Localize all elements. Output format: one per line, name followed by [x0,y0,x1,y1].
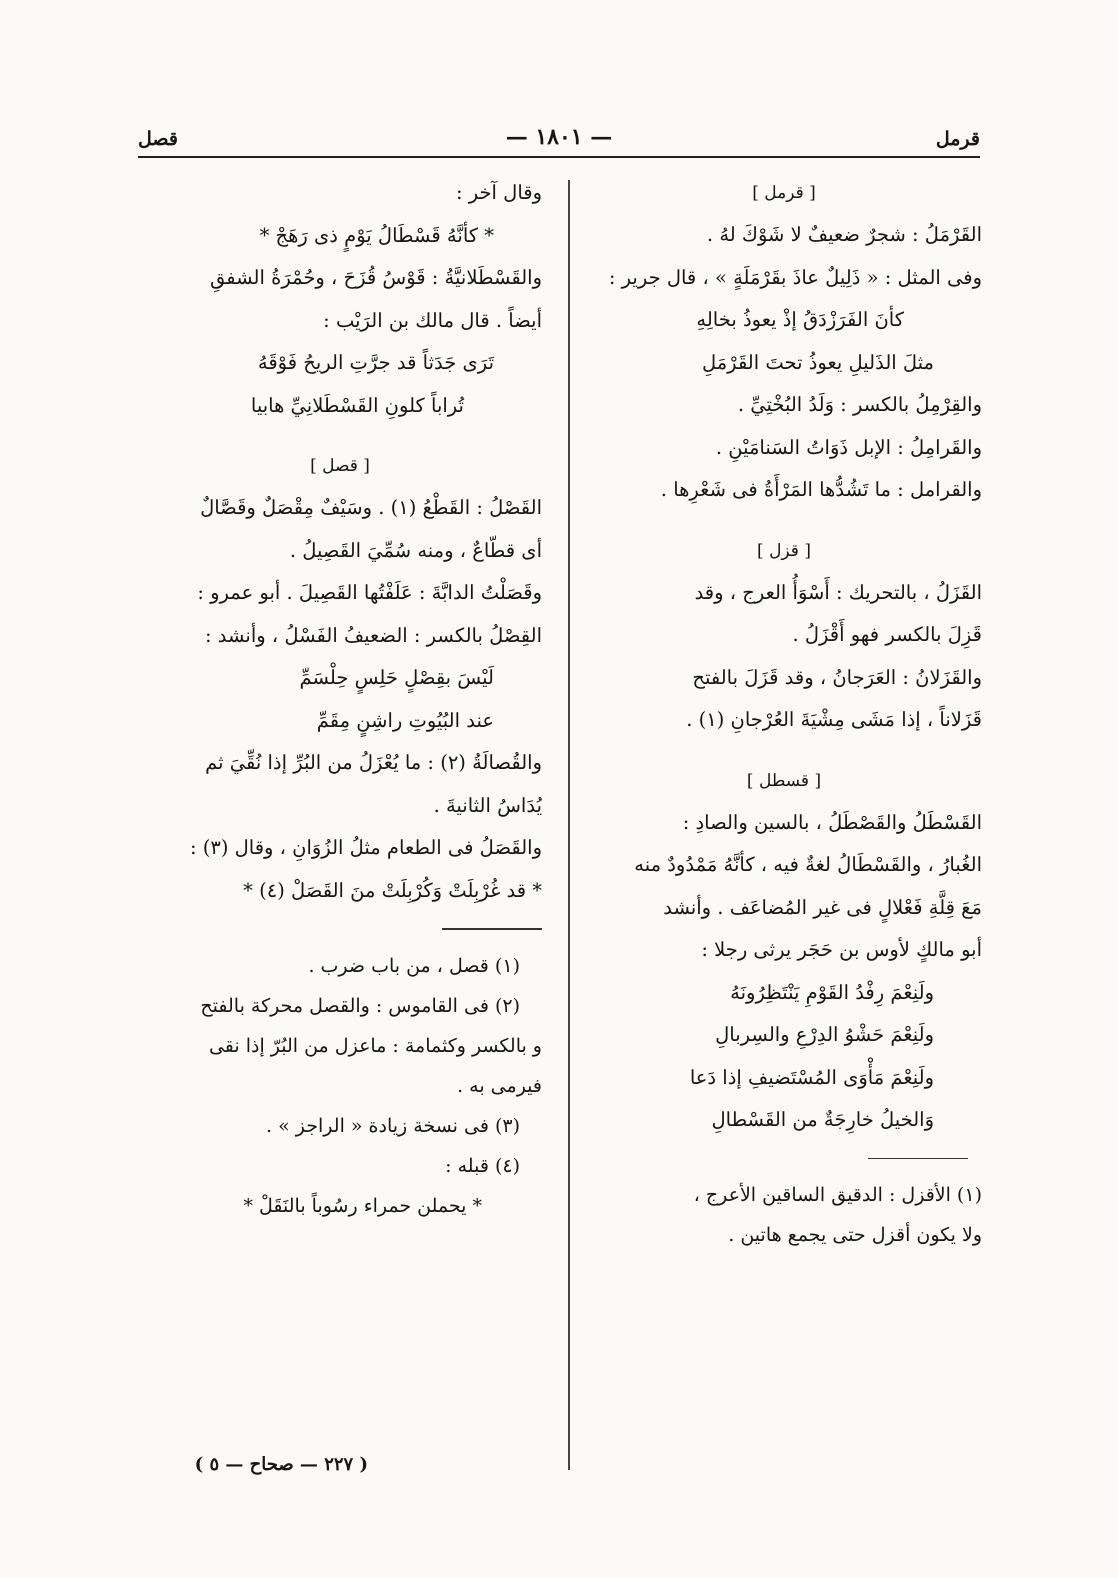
header-root-right: قرمل [935,128,980,150]
right-column [586,172,982,1255]
verse-line: * كأنَّهُ قَسْطَالُ يَوْمٍ ذى رَهَجْ * [259,223,494,247]
left-column [138,172,542,1226]
text-line: والقُصالَةُ (٢) : ما يُعْزَلُ من البُرِّ إذا نُقِّيَ ثم [205,751,542,774]
spacer [586,512,982,530]
text-line: القِصْلُ بالكسر : الضعيفُ الفَسْلُ ، وأنشد : [205,623,542,647]
text-line: * قد غُرْبِلَتْ وَكُرْبِلَتْ منَ القَصَلْ (٤) * [243,878,542,902]
text-line: والقَسْطَلانيَّةُ : قَوْسُ قُزَحَ ، وحُمْرَةُ الشفقِ [210,266,542,289]
verse-line: مثلَ الذَليلِ يعوذُ تحتَ القَرْمَلِ [701,350,934,374]
verse-line: ولَنِعْمَ حَشْوُ الدِرْعِ والسِربالِ [715,1023,934,1046]
footnote-line: (٣) فى نسخة زيادة « الراجز » . [266,1114,520,1137]
verse-line: ولَنِعْمَ مَأْوَى المُسْتَضيفِ إذا دَعا [689,1065,934,1089]
footnote-rule [868,1158,968,1160]
text-line: الغُبارُ ، والقَسْطَالُ لغةٌ فيه ، كأنَّهُ مَمْدُودٌ منه [634,853,982,876]
verse-line: تَرَى جَدَثاً قد جرَّتِ الريحُ فَوْقَهُ [257,351,494,374]
verse-line: تُراباً كلونِ القَسْطَلانِيِّ هابيا [250,393,464,417]
header-root-left: قصل [138,128,178,150]
text-line: القَزَلُ ، بالتحريك : أَسْوَأُ العرج ، وقد [694,580,982,604]
entry-heading: [ قزل ] [757,540,811,561]
text-line: أبو مالكٍ لأوس بن حَجَر يرثى رجلا : [701,938,982,961]
spacer [138,427,542,445]
entry-heading: [ قسطل ] [746,770,822,791]
page-header [138,118,980,158]
footnote-line: (١) الأقزل : الدقيق الساقين الأعرج ، [693,1184,982,1206]
text-line: وقال آخر : [455,181,542,204]
verse-line: عند البُيُوتِ راشِنٍ مِقَمِّ [316,708,494,732]
page-number: — ١٨٠١ — [505,124,613,150]
spacer [586,742,982,760]
text-line: أيضاً . قال مالك بن الرَيْب : [323,308,542,332]
text-line: والقِرْمِلُ بالكسر : وَلَدُ البُخْتِيِّ . [737,393,982,416]
text-line: والقَصَلُ فى الطعام مثلُ الزُوَانِ ، وقال (٣) : [189,836,542,859]
text-line: قَزِلَ بالكسر فهو أَقْزَلُ . [792,623,982,646]
verse-line: وَالخيلُ خارِجَةٌ من القَسْطالِ [711,1108,934,1131]
signature-mark: ( ٢٢٧ — صحاح — ٥ ) [194,1454,368,1475]
text-line: والقَرامِلُ : الإبل ذَوَاتُ السَنامَيْنِ . [715,435,982,459]
text-line: القَرْمَلُ : شجرٌ ضعيفٌ لا شَوْكَ لهُ . [706,223,982,246]
text-line: وقَصَلْتُ الدابَّةَ : عَلَفْتُها القَصِيلَ . أبو عمرو : [197,581,542,604]
footnote-line: (٢) فى القاموس : والقصل محركة بالفتح [200,994,520,1017]
entry-heading: [ قصل ] [310,456,370,476]
verse-line: كأنَ الفَرَزْدَقُ إذْ يعوذُ بخالِهِ [696,308,904,331]
text-line: القَصْلُ : القَطْعُ (١) . وسَيْفٌ مِقْصَلٌ وقَصَّالٌ [200,496,542,519]
column-divider [568,180,570,1470]
text-line: أى قطّاعٌ ، ومنه سُمِّيَ القَصِيلُ . [289,538,542,562]
text-line: والقَزَلانُ : العَرَجانُ ، وقد قَزَلَ بالفتح [692,665,982,689]
footnote-line: فيرمى به . [457,1074,542,1097]
text-line: والقرامل : ما تَشُدُّها المَرْأَةُ فى شَعْرِها . [660,478,982,501]
text-line: القَسْطَلُ والقَصْطَلُ ، بالسين والصادِ : [682,810,982,834]
text-line: مَعَ قِلَّةِ فَعْلالٍ فى غير المُضاعَف . وأنشد [663,895,982,919]
verse-line: ولَنِعْمَ رِفْدُ القَوْمِ يَنْتَظِرُونَهُ [730,980,934,1004]
verse-line: لَيْسَ بقِصْلٍ حَلِسٍ حِلْسَمِّ [299,666,494,689]
header-rule [138,156,980,158]
footnote-line: ولا يكون أقزل حتى يجمع هاتين . [728,1224,982,1246]
footnote-rule [442,928,542,930]
footnote-line: (١) قصل ، من باب ضرب . [308,954,520,977]
footnote-line: (٤) قبله : [445,1154,520,1177]
text-line: قَزَلاناً ، إذا مَشَى مِشْيَةَ العُرْجانِ (١) . [686,708,982,731]
footnote-line: * يحملن حمراء رسُوباً بالنَقَلْ * [243,1194,482,1217]
entry-heading: [ قرمل ] [752,183,816,203]
text-line: وفى المثل : « ذَلِيلٌ عاذَ بقَرْمَلَةٍ » ، قال جرير : [608,265,982,289]
text-line: يُدَاسُ الثانيةَ . [433,793,542,817]
footnote-line: و بالكسر وكثمامة : ماعزل من البُرّ إذا نقى [208,1034,542,1057]
